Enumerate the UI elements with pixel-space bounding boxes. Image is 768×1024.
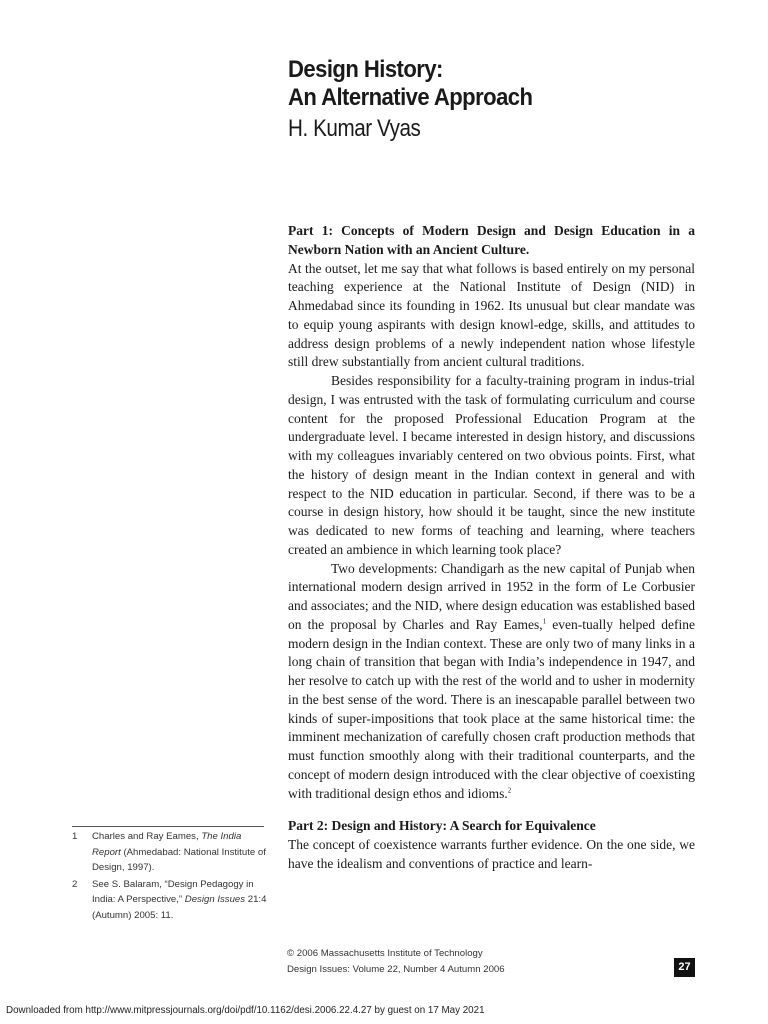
download-notice[interactable]: Downloaded from http://www.mitpressjournals.org/doi/pdf/10.1162/desi.2006.22.4.27 by guest on 17 May 2021: [6, 1005, 485, 1016]
footnote-number: 2: [72, 878, 78, 890]
part1-paragraph-3-text-a: Two developments: Chandigarh as the new capital of Punjab when international modern design arrived in 1952 in the form of Le Corbusier and associates; and the NID, where design education was established based on the proposal by Charles and Ray Eames,: [288, 560, 695, 632]
article-author: H. Kumar Vyas: [288, 115, 421, 142]
article-body: [288, 222, 695, 874]
footnote-text-pre: See S. Balaram, “Design Pedagogy in India: A Perspective,”: [92, 878, 254, 906]
footnotes: [72, 829, 272, 925]
article-title-line-1: Design History:: [288, 56, 443, 83]
footnote-text: [92, 877, 272, 924]
footnote-text-post: 21:4 (Autumn) 2005: 11.: [92, 894, 267, 921]
article-title-line-2: An Alternative Approach: [288, 84, 533, 111]
part1-paragraph-2: Besides responsibility for a faculty-training program in indus-trial design, I was entrusted with the task of formulating curriculum and course content for the proposed Professional Education Program at the undergraduate level. I became interested in design history, and discussions with my colleagues invariably centered on two obvious points. First, what the history of design meant in the Indian context in general and with respect to the NID education in particular. Second, if there was to be a course in design history, how should it be taught, since the new institute was dedicated to new forms of teaching and learning, where teachers created an ambience in which learning took place?: [288, 373, 695, 557]
copyright-line: © 2006 Massachusetts Institute of Technology: [287, 948, 483, 959]
footnote-text-post: (Ahmedabad: National Institute of Design, 1997).: [92, 846, 266, 874]
footnote-ref-1[interactable]: 1: [542, 617, 547, 626]
footnote-rule: [72, 826, 264, 827]
part1-paragraph-3-text-b: even-tually helped define modern design in the Indian context. These are only two of many links in a long chain of transition that began with India’s independence in 1947, and her resolve to catch up with the rest of the world and to usher in modernity in the best sense of the word. There is an inescapable parallel between two kinds of super-impositions that took place at the same historical time: the imminent mechanization of carefully chosen craft production methods that must function smoothly along with their traditional counterparts, and the concept of modern design introduced with the clear objective of coexisting with traditional design ethos and idioms.: [288, 616, 695, 801]
section-gap: [288, 803, 695, 817]
footnote-title: Design Issues: [184, 894, 246, 906]
page-number-badge: 27: [674, 958, 695, 977]
part1-heading: Part 1: Concepts of Modern Design and Design Education in a Newborn Nation with an Ancient Culture.: [288, 223, 695, 257]
part2-paragraph-1: The concept of coexistence warrants further evidence. On the one side, we have the idealism and conventions of practice and learn-: [288, 837, 695, 871]
footnote-text: [92, 829, 272, 876]
footnote: [72, 829, 272, 876]
footnote-number: 1: [72, 831, 78, 842]
journal-citation: Design Issues: Volume 22, Number 4 Autumn 2006: [287, 964, 505, 975]
journal-imprint: [287, 946, 505, 978]
footnote-text-pre: Charles and Ray Eames,: [92, 831, 202, 842]
footnote-ref-2[interactable]: 2: [507, 786, 512, 794]
footnote-title: The India Report: [92, 831, 242, 858]
article-title: [288, 56, 532, 112]
footnote: [72, 877, 272, 924]
part1-paragraph-3: [288, 560, 695, 804]
part1-paragraph-1: At the outset, let me say that what follows is based entirely on my personal teaching experience at the National Institute of Design (NID) in Ahmedabad since its founding in 1962. Its unusual but clear mandate was to equip young aspirants with design knowl-edge, skills, and attitudes to address design problems of a newly independent nation whose lifestyle still drew substantially from ancient cultural traditions.: [288, 260, 695, 370]
part2-heading: Part 2: Design and History: A Search for Equivalence: [288, 818, 596, 834]
